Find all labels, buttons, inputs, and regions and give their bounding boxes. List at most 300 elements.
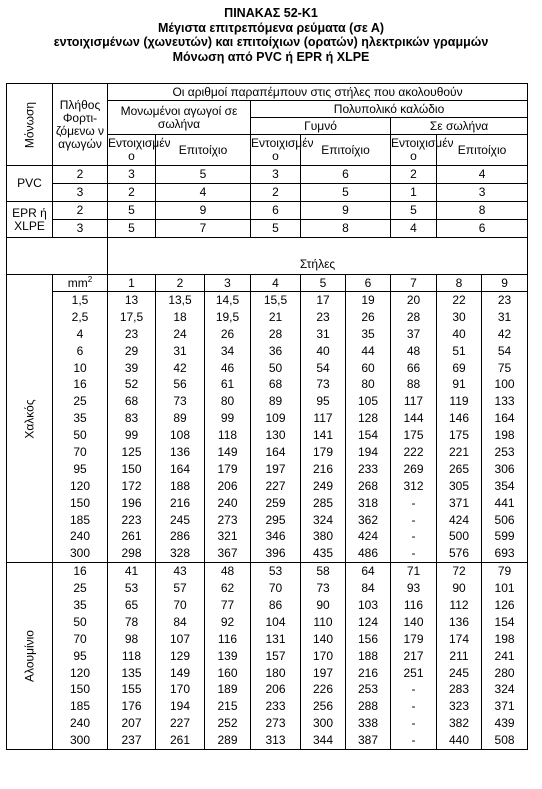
cross-section: 70 xyxy=(53,444,108,461)
current-value: 136 xyxy=(437,614,482,631)
table-row xyxy=(7,292,528,309)
current-value: 216 xyxy=(301,461,346,478)
current-value: 198 xyxy=(482,631,528,648)
column-reference: 5 xyxy=(156,166,251,184)
material-name: Αλουμίνιο xyxy=(22,630,36,683)
current-value: 226 xyxy=(301,681,346,698)
table-row xyxy=(7,631,528,648)
current-value: 194 xyxy=(346,444,391,461)
current-value: 346 xyxy=(251,528,301,545)
in-conduit-header: Σε σωλήνα xyxy=(391,118,528,135)
current-value: 323 xyxy=(437,698,482,715)
columns-label-row xyxy=(7,238,528,275)
current-value: 170 xyxy=(301,648,346,665)
current-value: 131 xyxy=(251,631,301,648)
current-value: 13,5 xyxy=(156,292,205,309)
column-reference: 9 xyxy=(301,202,391,220)
column-reference: 4 xyxy=(437,166,528,184)
cross-section: 95 xyxy=(53,461,108,478)
table-row xyxy=(7,410,528,427)
current-value: 58 xyxy=(301,563,346,580)
current-value: 508 xyxy=(482,732,528,749)
table-row xyxy=(7,545,528,562)
current-value: 41 xyxy=(108,563,156,580)
current-value: 486 xyxy=(346,545,391,562)
current-value: 154 xyxy=(482,614,528,631)
table-row xyxy=(7,461,528,478)
current-value: 84 xyxy=(156,614,205,631)
current-value: 197 xyxy=(301,665,346,682)
current-value: 164 xyxy=(251,444,301,461)
cross-section: 120 xyxy=(53,665,108,682)
current-value: 206 xyxy=(205,478,251,495)
current-value: 253 xyxy=(346,681,391,698)
current-value: 73 xyxy=(156,393,205,410)
current-value: 135 xyxy=(108,665,156,682)
current-value: 196 xyxy=(108,495,156,512)
current-value: 19 xyxy=(346,292,391,309)
current-value: 188 xyxy=(156,478,205,495)
table-row xyxy=(7,580,528,597)
table-subtitle-3: Μόνωση από PVC ή EPR ή XLPE xyxy=(172,49,370,64)
table-row xyxy=(7,563,528,580)
current-value: 60 xyxy=(346,360,391,377)
column-number: 2 xyxy=(156,275,205,292)
current-value: 116 xyxy=(205,631,251,648)
cross-section: 4 xyxy=(53,326,108,343)
current-value: 265 xyxy=(437,461,482,478)
current-value: 256 xyxy=(301,698,346,715)
current-value: 354 xyxy=(482,478,528,495)
current-value: 176 xyxy=(108,698,156,715)
current-value: 324 xyxy=(482,681,528,698)
cross-section: 16 xyxy=(53,563,108,580)
current-value: 28 xyxy=(391,309,437,326)
current-value: 75 xyxy=(482,360,528,377)
column-reference: 5 xyxy=(108,202,156,220)
current-value: 24 xyxy=(156,326,205,343)
current-value: 233 xyxy=(251,698,301,715)
current-value: 146 xyxy=(437,410,482,427)
embedded-header: Εντοιχισμέν ο xyxy=(108,135,156,166)
current-value: 40 xyxy=(437,326,482,343)
current-value: 44 xyxy=(346,343,391,360)
current-value: 576 xyxy=(437,545,482,562)
current-value: 69 xyxy=(437,360,482,377)
current-value: 117 xyxy=(391,393,437,410)
current-value: 89 xyxy=(251,393,301,410)
current-value: 160 xyxy=(205,665,251,682)
current-value: 39 xyxy=(108,360,156,377)
cross-section: 185 xyxy=(53,698,108,715)
current-value: 105 xyxy=(346,393,391,410)
reference-note: Οι αριθμοί παραπέμπουν στις στήλες που ακολουθούν xyxy=(108,84,528,101)
current-value: 693 xyxy=(482,545,528,562)
current-value: 164 xyxy=(482,410,528,427)
current-value: 198 xyxy=(482,427,528,444)
current-value: 80 xyxy=(346,376,391,393)
current-value: 71 xyxy=(391,563,437,580)
cross-section: 120 xyxy=(53,478,108,495)
current-value: 252 xyxy=(205,715,251,732)
current-value: 95 xyxy=(301,393,346,410)
current-value: 26 xyxy=(205,326,251,343)
column-reference: 4 xyxy=(391,220,437,238)
table-row xyxy=(7,732,528,749)
table-title: ΠΙΝΑΚΑΣ 52-Κ1 xyxy=(224,6,318,20)
cross-section: 150 xyxy=(53,495,108,512)
current-value: 140 xyxy=(301,631,346,648)
table-row xyxy=(7,326,528,343)
current-value: 179 xyxy=(205,461,251,478)
current-value: 194 xyxy=(156,698,205,715)
current-value: 36 xyxy=(251,343,301,360)
current-value: 48 xyxy=(391,343,437,360)
current-value: 189 xyxy=(205,681,251,698)
current-value: 88 xyxy=(391,376,437,393)
table-row xyxy=(7,698,528,715)
current-value: 15,5 xyxy=(251,292,301,309)
single-conductors-header: Μονωμένοι αγωγοί σε σωλήνα xyxy=(108,101,251,135)
current-value: 84 xyxy=(346,580,391,597)
table-row xyxy=(7,343,528,360)
current-value: 500 xyxy=(437,528,482,545)
current-value: 324 xyxy=(301,512,346,529)
current-value: 83 xyxy=(108,410,156,427)
current-value: 68 xyxy=(108,393,156,410)
current-value: - xyxy=(391,715,437,732)
column-number-row xyxy=(7,275,528,292)
column-number: 6 xyxy=(346,275,391,292)
current-value: 126 xyxy=(482,597,528,614)
current-value: 245 xyxy=(437,665,482,682)
current-value: 130 xyxy=(251,427,301,444)
current-value: 101 xyxy=(482,580,528,597)
columns-label: Στήλες xyxy=(108,238,528,275)
current-value: 217 xyxy=(391,648,437,665)
current-value: 103 xyxy=(346,597,391,614)
current-value: 64 xyxy=(346,563,391,580)
current-value: 77 xyxy=(205,597,251,614)
current-value: 86 xyxy=(251,597,301,614)
current-value: 92 xyxy=(205,614,251,631)
table-row xyxy=(7,614,528,631)
current-value: 61 xyxy=(205,376,251,393)
current-value: 261 xyxy=(108,528,156,545)
current-value: 42 xyxy=(156,360,205,377)
current-value: 21 xyxy=(251,309,301,326)
current-value: 118 xyxy=(108,648,156,665)
current-value: 157 xyxy=(251,648,301,665)
current-value: 68 xyxy=(251,376,301,393)
column-reference: 4 xyxy=(156,184,251,202)
current-value: 99 xyxy=(108,427,156,444)
current-value: 79 xyxy=(482,563,528,580)
current-value: 22 xyxy=(437,292,482,309)
current-value: 285 xyxy=(301,495,346,512)
current-value: 286 xyxy=(156,528,205,545)
cross-section: 6 xyxy=(53,343,108,360)
current-value: 249 xyxy=(301,478,346,495)
column-reference: 5 xyxy=(391,202,437,220)
current-value: 89 xyxy=(156,410,205,427)
column-reference: 9 xyxy=(156,202,251,220)
current-value: 17 xyxy=(301,292,346,309)
current-value: 506 xyxy=(482,512,528,529)
current-value: 241 xyxy=(482,648,528,665)
current-value: 261 xyxy=(156,732,205,749)
column-reference: 5 xyxy=(301,184,391,202)
current-value: 306 xyxy=(482,461,528,478)
cross-section: 240 xyxy=(53,715,108,732)
cross-section: 50 xyxy=(53,614,108,631)
current-value: 216 xyxy=(346,665,391,682)
current-value: 136 xyxy=(156,444,205,461)
current-value: 108 xyxy=(156,427,205,444)
current-value: 112 xyxy=(437,597,482,614)
current-value: 338 xyxy=(346,715,391,732)
insulation-type: PVC xyxy=(7,166,53,202)
current-value: 73 xyxy=(301,376,346,393)
current-value: 23 xyxy=(108,326,156,343)
current-value: 20 xyxy=(391,292,437,309)
current-value: 42 xyxy=(482,326,528,343)
current-value: 117 xyxy=(301,410,346,427)
column-reference: 2 xyxy=(391,166,437,184)
bare-header: Γυμνό xyxy=(251,118,391,135)
conductor-count: 3 xyxy=(53,220,108,238)
current-value: - xyxy=(391,495,437,512)
current-value: 371 xyxy=(437,495,482,512)
current-value: 125 xyxy=(108,444,156,461)
insulation-type: EPR ή XLPE xyxy=(7,202,53,238)
unit-exponent: 2 xyxy=(87,274,93,284)
current-value: 140 xyxy=(391,614,437,631)
table-subtitle-2: εντοιχισμένων (χωνευτών) και επιτοίχιων (ορατών) ηλεκτρικών γραμμών xyxy=(53,35,489,49)
current-value: 28 xyxy=(251,326,301,343)
column-reference: 8 xyxy=(301,220,391,238)
current-value: 80 xyxy=(205,393,251,410)
current-value: 29 xyxy=(108,343,156,360)
current-value: 119 xyxy=(437,393,482,410)
conductor-count: 3 xyxy=(53,184,108,202)
current-value: 90 xyxy=(301,597,346,614)
current-value: 206 xyxy=(251,681,301,698)
embedded-header: Εντοιχισμέν ο xyxy=(391,135,437,166)
current-value: 321 xyxy=(205,528,251,545)
current-value: 318 xyxy=(346,495,391,512)
current-value: 295 xyxy=(251,512,301,529)
current-value: 31 xyxy=(482,309,528,326)
current-value: - xyxy=(391,545,437,562)
current-value: 328 xyxy=(156,545,205,562)
current-value: 227 xyxy=(156,715,205,732)
table-row xyxy=(7,393,528,410)
current-value: 50 xyxy=(251,360,301,377)
current-value: 164 xyxy=(156,461,205,478)
current-value: 237 xyxy=(108,732,156,749)
current-value: 99 xyxy=(205,410,251,427)
column-number: 4 xyxy=(251,275,301,292)
current-value: 175 xyxy=(437,427,482,444)
reference-row xyxy=(7,220,528,238)
current-value: 259 xyxy=(251,495,301,512)
current-value: 30 xyxy=(437,309,482,326)
table-row xyxy=(7,427,528,444)
current-value: 144 xyxy=(391,410,437,427)
table-row xyxy=(7,597,528,614)
current-value: 362 xyxy=(346,512,391,529)
current-value: 54 xyxy=(301,360,346,377)
column-reference: 3 xyxy=(251,166,301,184)
current-value: 139 xyxy=(205,648,251,665)
current-value: 62 xyxy=(205,580,251,597)
current-value: 128 xyxy=(346,410,391,427)
table-row xyxy=(7,648,528,665)
cross-section: 25 xyxy=(53,580,108,597)
current-value: 344 xyxy=(301,732,346,749)
current-value: 305 xyxy=(437,478,482,495)
current-value: 371 xyxy=(482,698,528,715)
column-reference: 3 xyxy=(108,166,156,184)
table-row xyxy=(7,360,528,377)
current-value: 65 xyxy=(108,597,156,614)
cross-section: 50 xyxy=(53,427,108,444)
current-value: 273 xyxy=(205,512,251,529)
current-value: 233 xyxy=(346,461,391,478)
current-value: 273 xyxy=(251,715,301,732)
current-value: 300 xyxy=(301,715,346,732)
current-value: 174 xyxy=(437,631,482,648)
current-value: 70 xyxy=(251,580,301,597)
current-value: 175 xyxy=(391,427,437,444)
current-value: 170 xyxy=(156,681,205,698)
column-number: 1 xyxy=(108,275,156,292)
current-value: 156 xyxy=(346,631,391,648)
cross-section: 16 xyxy=(53,376,108,393)
current-value: 179 xyxy=(391,631,437,648)
insulation-header: Μόνωση xyxy=(7,84,53,166)
current-value: 382 xyxy=(437,715,482,732)
table-row xyxy=(7,512,528,529)
current-value: 141 xyxy=(301,427,346,444)
current-value: 240 xyxy=(205,495,251,512)
current-value: 269 xyxy=(391,461,437,478)
column-reference: 7 xyxy=(156,220,251,238)
current-value: 149 xyxy=(156,665,205,682)
current-value: 133 xyxy=(482,393,528,410)
column-reference: 6 xyxy=(251,202,301,220)
current-value: 129 xyxy=(156,648,205,665)
table-row xyxy=(7,309,528,326)
current-value: 110 xyxy=(301,614,346,631)
cross-section: 35 xyxy=(53,597,108,614)
conductor-count: 2 xyxy=(53,202,108,220)
current-value: 251 xyxy=(391,665,437,682)
current-value: 197 xyxy=(251,461,301,478)
current-value: 51 xyxy=(437,343,482,360)
current-value: 23 xyxy=(301,309,346,326)
current-value: 118 xyxy=(205,427,251,444)
current-value: 424 xyxy=(346,528,391,545)
current-value: 179 xyxy=(301,444,346,461)
current-value: 215 xyxy=(205,698,251,715)
current-value: 40 xyxy=(301,343,346,360)
current-value: 222 xyxy=(391,444,437,461)
table-title-block xyxy=(0,6,542,64)
cross-section: 35 xyxy=(53,410,108,427)
current-value: 188 xyxy=(346,648,391,665)
table-row xyxy=(7,495,528,512)
current-value: 26 xyxy=(346,309,391,326)
current-value: 367 xyxy=(205,545,251,562)
current-value: 54 xyxy=(482,343,528,360)
cross-section: 25 xyxy=(53,393,108,410)
current-value: 227 xyxy=(251,478,301,495)
current-value: 100 xyxy=(482,376,528,393)
current-value: 31 xyxy=(301,326,346,343)
current-value: 13 xyxy=(108,292,156,309)
column-number: 9 xyxy=(482,275,528,292)
current-value: 48 xyxy=(205,563,251,580)
column-reference: 5 xyxy=(251,220,301,238)
table-row xyxy=(7,665,528,682)
surface-header: Επιτοίχιο xyxy=(301,135,391,166)
current-value: 46 xyxy=(205,360,251,377)
current-value: 56 xyxy=(156,376,205,393)
current-value: - xyxy=(391,681,437,698)
cross-section: 185 xyxy=(53,512,108,529)
current-value: - xyxy=(391,528,437,545)
column-number: 7 xyxy=(391,275,437,292)
unit-cell xyxy=(53,275,108,292)
current-value: 18 xyxy=(156,309,205,326)
current-value: 211 xyxy=(437,648,482,665)
column-reference: 8 xyxy=(437,202,528,220)
cross-section: 300 xyxy=(53,732,108,749)
current-value: 283 xyxy=(437,681,482,698)
current-value: 35 xyxy=(346,326,391,343)
conductor-count-header: Πλήθος Φορτι-ζόμενω ν αγωγών xyxy=(53,84,108,166)
cross-section: 2,5 xyxy=(53,309,108,326)
table-row xyxy=(7,478,528,495)
column-reference: 6 xyxy=(437,220,528,238)
current-value: 435 xyxy=(301,545,346,562)
column-number: 5 xyxy=(301,275,346,292)
current-value: 599 xyxy=(482,528,528,545)
current-value: 172 xyxy=(108,478,156,495)
current-value: 37 xyxy=(391,326,437,343)
current-value: 19,5 xyxy=(205,309,251,326)
column-reference: 2 xyxy=(108,184,156,202)
conductor-count: 2 xyxy=(53,166,108,184)
current-value: 107 xyxy=(156,631,205,648)
material-name: Χαλκός xyxy=(22,398,36,439)
current-value: 396 xyxy=(251,545,301,562)
table-row xyxy=(7,528,528,545)
current-value: 268 xyxy=(346,478,391,495)
column-number: 3 xyxy=(205,275,251,292)
cross-section: 70 xyxy=(53,631,108,648)
current-value: 66 xyxy=(391,360,437,377)
current-value: 78 xyxy=(108,614,156,631)
current-value: 380 xyxy=(301,528,346,545)
surface-header: Επιτοίχιο xyxy=(156,135,251,166)
current-value: 288 xyxy=(346,698,391,715)
table-subtitle-1: Μέγιστα επιτρεπόμενα ρεύματα (σε Α) xyxy=(157,20,385,35)
current-value: 280 xyxy=(482,665,528,682)
reference-row xyxy=(7,166,528,184)
